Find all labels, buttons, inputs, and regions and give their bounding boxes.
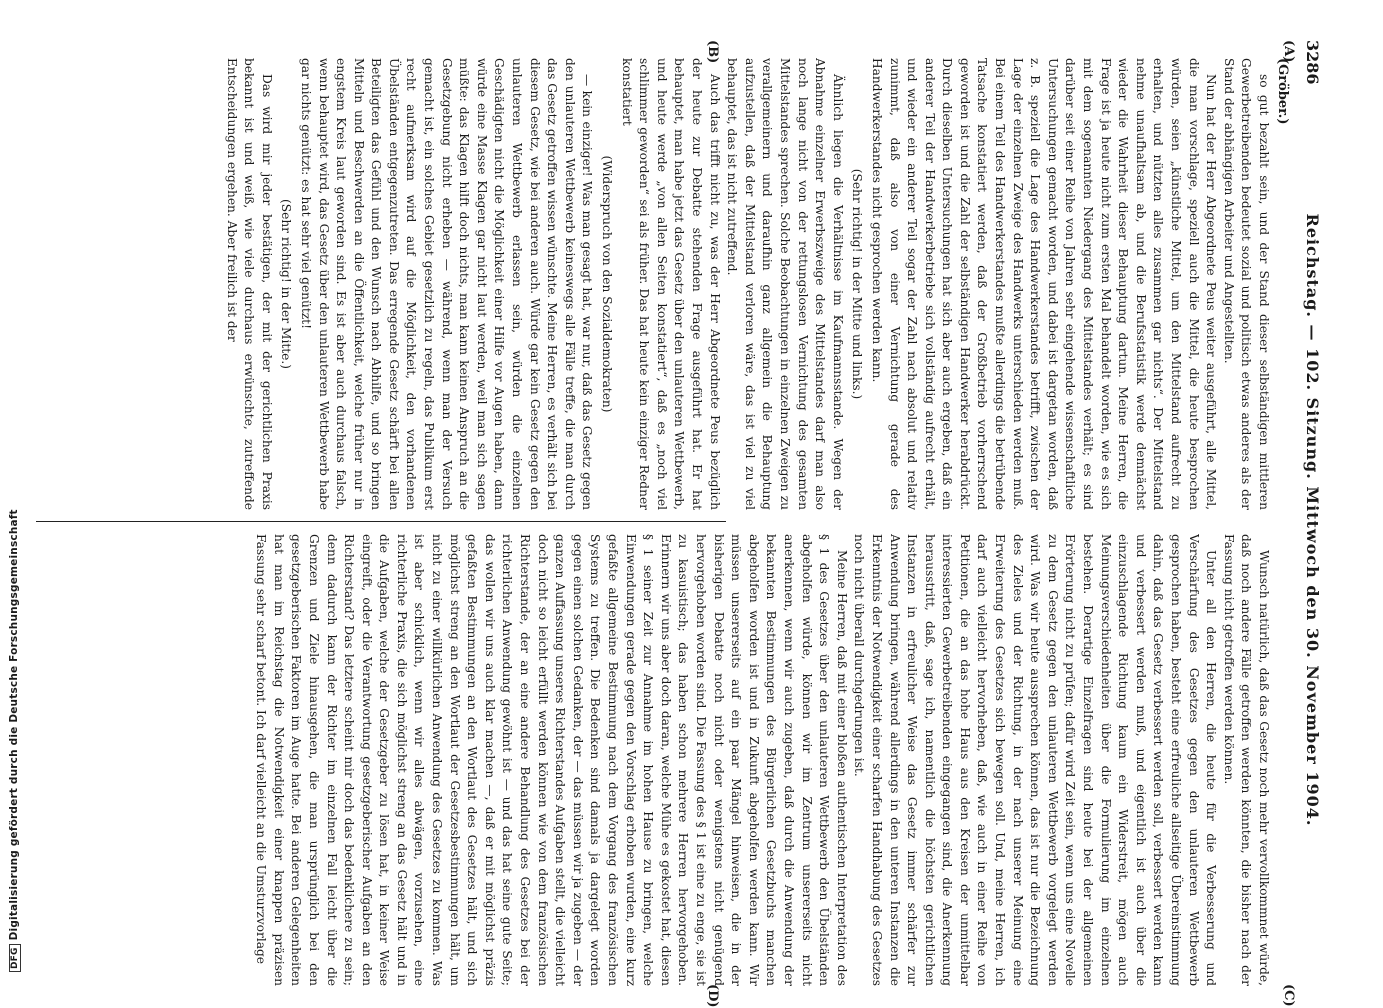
interjection: (Widerspruch von den Sozialdemokraten) bbox=[600, 155, 615, 413]
speaker-name: (Gröber.) bbox=[1275, 58, 1290, 125]
paragraph: Unter all den Herren, die heute für die Verbesserung und Verschärfung des Gesetzes gegen den unlauteren Wettbewerb gesprochen haben, besteht eine erfreuliche allseitige Übereinstimmung dahin, daß das Gesetz verbessert werden soll, verbessert werden kann und verbessert werden muß, und eigentlich ist auch über die einzuschlagende Richtung kaum ein Widerstreit, mögen auch Meinungsverschiedenheiten über die Formulierung im einzelnen bestehen. Derartige Einzelfragen sind heute bei der allgemeinen Erörterung nicht zu prüfen; dafür wird Zeit sein, wenn uns eine Novelle zu dem Gesetz gegen den unlauteren Wettbewerb vorgelegt werden wird. Was wir heute aussprechen können, das ist nur die Bezeichnung des Zieles und der Richtung, in der nach unserer Meinung eine Erweiterung des Gesetzes sich bewegen soll. Und, meine Herren, ich darf auch vielleicht hervorheben, daß, wie auch in einer Reihe von Petitionen, die an das hohe Haus aus den Kreisen der unmittelbar interessierten Gewerbetreibenden eingegangen sind, die Anerkennung herausstritt, daß, sage ich, namentlich die höchsten gerichtlichen Instanzen in erfreulicher Weise das Gesetz immer schärfer zur Anwendung bringen, während allerdings in den unteren Instanzen die Erkenntnis der Notwendigkeit einer scharfen Handhabung des Gesetzes noch nicht überall durchgedrungen ist. bbox=[852, 534, 1219, 986]
margin-marker-b: (B) bbox=[705, 40, 720, 64]
page-header bbox=[1286, 40, 1330, 1000]
interjection: (Sehr richtig! in der Mitte.) bbox=[279, 199, 294, 369]
page-number: 3286 bbox=[1303, 40, 1322, 85]
paragraph: Meine Herren, daß mit einer bloßen authentischen Interpretation des § 1 des Gesetzes über den unlauteren Wettbewerb den Übelständen abgeholfen würde, können wir im Zentrum unsererseits nicht anerkennen, wenn wir auch zugeben, daß durch die Anwendung der bekannten Bestimmungen des Bürgerlichen Gesetzbuchs manchen abgeholfen worden ist und in Zukunft abgeholfen werden kann. Wir müssen unsererseits auf ein paar Mängel hinweisen, die in der bisherigen Debatte noch nicht oder wenigstens nicht genügend hervorgehoben worden sind. Die Fassung des § 1 ist eine zu enge, sie ist zu kasuistisch; das haben schon mehrere Herren hervorgehoben. Erinnern wir uns aber doch daran, welche Mühe es gekostet hat, diesen § 1 seiner Zeit zur Annahme im hohen Hause zu bringen, welche Einwendungen gerade gegen den Vorschlag erhoben wurden, eine kurz gefaßte allgemeine Bestimmung nach dem Vorgang des französischen Systems zu treffen. Die Bedenken sind damals ja dargelegt worden gegen einen solchen Gedanken, der — das müssen wir ja zugeben — der ganzen Auffassung unseres Richterstandes Aufgaben stellt, die vielleicht doch nicht so leicht erfüllt werden können wie von dem französischen Richterstande, der an eine andere Behandlung des Gesetzes bei der richterlichen Anwendung gewöhnt ist — und das hat seine gute Seite; das wollen wir uns auch klar machen —, daß er mit möglichst präzis gefaßten Bestimmungen an den Wortlaut des Gesetzes hält, und sich möglichst streng an den Wortlaut der Gesetzesbestimmungen hält, um nicht zu einer willkürlichen Anwendung des Gesetzes zu kommen. Was ist aber schicklich, wenn wir alles abwägen, vorzusehen, eine richterliche Praxis, die sich möglichst streng an das Gesetz hält und in die Aufgaben, welche der Gesetzgeber zu lösen hat, in keiner Weise eingreift, oder die Verantwortung gesetzgeberischer Aufgaben an den Richterstand? Das letztere scheint mir doch das bedenklichere zu sein; denn dadurch kann der Richter im einzelnen Fall leicht über die Grenzen und Ziele hinausgehen, die man ursprünglich bei den gesetzgeberischen Faktoren im Auge hatte. Bei anderen Gelegenheiten hat man im Reichstag die Notwendigkeit einer knappen präzisen Fassung sehr scharf betont. Ich darf vielleicht an die Umsturzvorlage bbox=[254, 534, 849, 986]
right-column bbox=[42, 534, 1272, 986]
margin-marker-a: (A) bbox=[1281, 40, 1296, 63]
margin-marker-d: (D) bbox=[705, 984, 720, 1008]
left-column bbox=[42, 58, 1272, 510]
paragraph: so gut bezahlt sein, und der Stand dieser selbständigen mittleren Gewerbetreibenden bedeutet sozial und politisch etwas anderes als der Stand der abhängigen Arbeiter und Angestellten. bbox=[1221, 58, 1271, 510]
dfg-logo: DFG bbox=[9, 944, 21, 972]
margin-marker-c: (C) bbox=[1281, 984, 1296, 1007]
paragraph: Auch das trifft nicht zu, was der Herr Abgeordnete Peus bezüglich der heute zur Debatte stehenden Frage ausgeführt hat. Er hat behauptet, man habe jetzt das Gesetz über den unlauteren Wettbewerb, und heute werde „von allen Seiten konstatiert“, daß es „noch viel schlimmer geworden“ sei als früher. Das hat heute kein einziger Redner konstatiert bbox=[619, 58, 722, 510]
page-title: Reichstag. — 102. Sitzung. Mittwoch den 30. November 1904. bbox=[1303, 213, 1322, 827]
paragraph: — kein einziger! Was man gesagt hat, war nur, daß das Gesetz gegen den unlauteren Wettbewerb keineswegs alle Fälle treffe, die man durch das Gesetz getroffen wissen wünschte. Meine Herren, es verhält sich bei diesem Gesetz, wie bei anderen auch. Würde gar kein Gesetz gegen den unlauteren Wettbewerb erlassen sein, würden die einzelnen Geschädigten nicht die Möglichkeit einer Hilfe vor Augen haben, dann würde eine Masse Klagen gar nicht laut werden, weil man sich sagen müßte: das Klagen hilft doch nichts, man kann keinen Anspruch an die Gesetzgebung nicht erheben — während, wenn man der Versuch gemacht ist, ein solches Gebiet gesetzlich zu regeln, das Publikum erst recht aufmerksam wird auf die Möglichkeit, den vorhandenen Übelständen entgegenzutreten. Das erregende Gesetz schärft bei allen Beteiligten das Gefühl und den Wunsch nach Abhilfe, und so bringen Mitteln und Beschwerden an die Öffentlichkeit, welche früher nur in engstem Kreis laut geworden sind. Es ist aber auch durchaus falsch, wenn behauptet wird, das Gesetz über den unlauteren Wettbewerb habe gar nichts genützt: es hat sehr viel genützt! bbox=[298, 58, 595, 510]
column-divider bbox=[36, 521, 726, 522]
digitization-credit bbox=[8, 509, 22, 972]
paragraph: Wunsch natürlich, daß das Gesetz noch mehr vervollkommnet würde, daß noch andere Fälle getroffen werden könnten, die bisher nach der Fassung nicht getroffen werden können. bbox=[1221, 534, 1271, 986]
credit-text: Digitalisierung gefördert durch die Deutsche Forschungsgemeinschaft bbox=[8, 509, 20, 941]
interjection: (Sehr richtig! in der Mitte und links.) bbox=[850, 168, 865, 400]
paragraph: Das wird mir jeder bestätigen, der mit der gerichtlichen Praxis bekannt ist und weiß, wie viele durchaus erwünschte, zutreffende Entscheidungen ergehen. Aber freilich ist der bbox=[224, 58, 274, 510]
paragraph: Nun hat der Herr Abgeordnete Peus weiter ausgeführt, alle Mittel, die man vorschlage, speziell auch die Mittel, die heute besprochen würden, seien „künstliche Mittel, um den Mittelstand aufrecht zu erhalten, und nützten alles zusammen gar nichts“. Der Mittelstand nehme unaufhaltsam ab, und die Berufsstatistik werde demnächst wieder die Wahrheit dieser Behauptung dartun. Meine Herren, die Frage ist ja heute nicht zum ersten Mal behandelt worden, wie es sich mit dem sogenannten Niedergang des Mittelstandes verhält; es sind darüber seit einer Reihe von Jahren sehr eingehende wissenschaftliche Untersuchungen gemacht worden, und dabei ist dargetan worden, daß z. B. speziell die Lage des Handwerkerstandes betrifft, zwischen der Lage der einzelnen Zweige des Handwerks unterschieden werden muß. Bei einem Teil des Handwerkerstandes mußte allerdings die betrübende Tatsache konstatiert werden, daß der Großbetrieb vorherrschend geworden ist und die Zahl der selbständigen Handwerker herabdrückt. Durch dieselben Untersuchungen hat sich aber auch ergeben, daß ein anderer Teil der Handwerkerbetriebe sich vollständig aufrecht erhält, und wieder ein anderer Teil sogar der Zahl nach absolut und relativ zunimmt, daß also von einer Vernichtung gerade des Handwerkerstandes nicht gesprochen werden kann. bbox=[869, 58, 1219, 510]
paragraph: Ähnlich liegen die Verhältnisse im Kaufmannsstande. Wegen der Abnahme einzelner Erwerbszweige des Mittelstandes darf man also noch lange nicht von der rettungslosen Vernichtung des gesamten Mittelstandes sprechen. Solche Beobachtungen in einzelnen Zweigen zu verallgemeinern und daraufhin ganz allgemein die Behauptung aufzustellen, daß der Mittelstand verloren wäre, das ist viel zu viel behauptet, das ist nicht zutreffend. bbox=[725, 58, 845, 510]
document-page bbox=[10, 40, 1330, 1008]
